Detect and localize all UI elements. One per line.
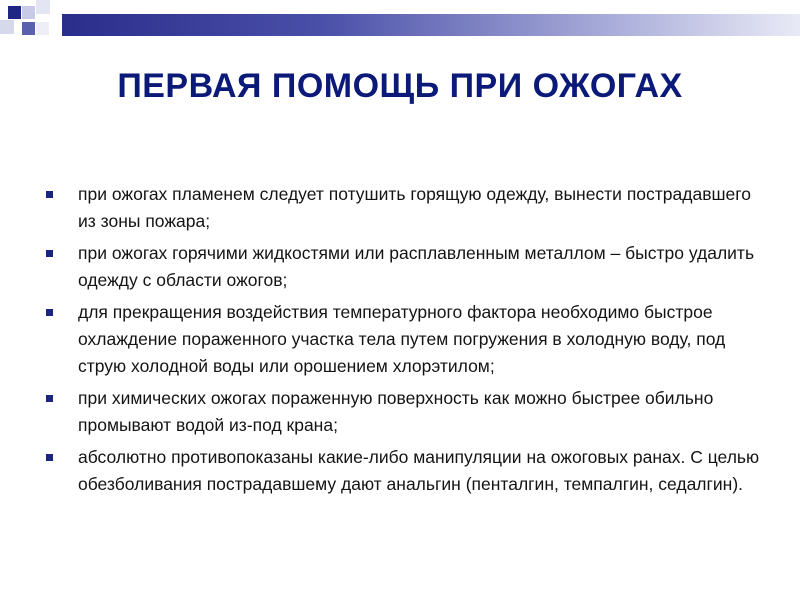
bullet-square-icon bbox=[46, 250, 53, 257]
list-item-text: для прекращения воздействия температурного фактора необходимо быстрое охлаждение пораженного участка тела путем погружения в холодную воду, под струю холодной воды или орошением хлорэтилом; bbox=[78, 302, 726, 376]
bullet-square-icon bbox=[46, 191, 53, 198]
list-item-text: при ожогах пламенем следует потушить горящую одежду, вынести пострадавшего из зоны пожара; bbox=[78, 184, 752, 231]
list-item bbox=[46, 444, 766, 498]
list-item bbox=[46, 299, 766, 380]
list-item bbox=[46, 181, 766, 235]
bullet-square-icon bbox=[46, 395, 53, 402]
list-item-text: при ожогах горячими жидкостями или расплавленным металлом – быстро удалить одежду с области ожогов; bbox=[78, 243, 755, 290]
slide-title: ПЕРВАЯ ПОМОЩЬ ПРИ ОЖОГАХ bbox=[117, 67, 683, 105]
bullet-list bbox=[46, 181, 766, 503]
list-item-text: при химических ожогах пораженную поверхность как можно быстрее обильно промывают водой из-под крана; bbox=[78, 388, 714, 435]
bullet-square-icon bbox=[46, 454, 53, 461]
bullet-square-icon bbox=[46, 309, 53, 316]
header-gradient-bar bbox=[62, 14, 800, 36]
corner-squares-decoration bbox=[0, 0, 70, 50]
list-item-text: абсолютно противопоказаны какие-либо манипуляции на ожоговых ранах. С целью обезболивания пострадавшему дают анальгин (пенталгин, темпалгин, седалгин). bbox=[78, 447, 760, 494]
list-item bbox=[46, 385, 766, 439]
list-item bbox=[46, 240, 766, 294]
